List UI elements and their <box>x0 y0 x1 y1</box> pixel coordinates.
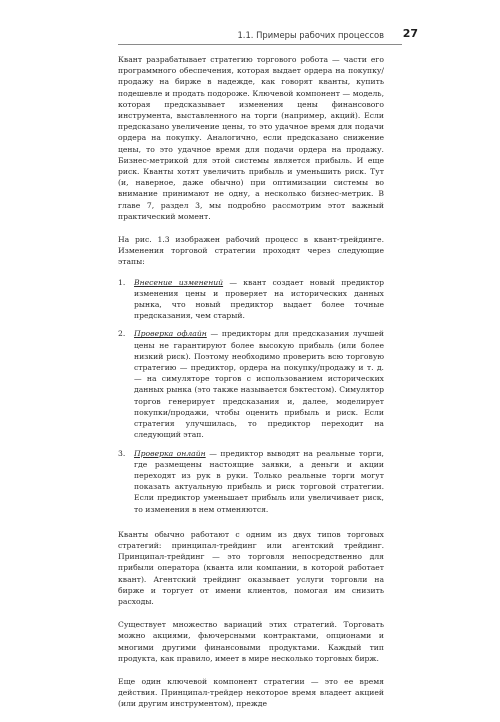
list-item-term: Проверка онлайн <box>134 448 206 458</box>
list-item-number: 2. <box>118 329 126 339</box>
list-item <box>118 328 384 440</box>
paragraph-workflow-intro: На рис. 1.3 изображен рабочий процесс в квант-трейдинге. Изменения торговой стратегии проходят через следующие этапы: <box>118 235 384 267</box>
paragraph-quant-strategy: Квант разрабатывает стратегию торгового робота — части его программного обеспечения, которая выдает ордера на покупку/продажу на бирже в надежде, как говорят кванты, купить подешевле и продать подороже. Ключевой компонент — модель, которая предсказывает изменения цены финансового инструмента, выставленного на торги (например, акций). Если предсказано увеличение цены, то это удачное время для подачи ордера на покупку. Аналогично, если предсказано снижение цены, то это удачное время для подачи ордера на продажу. Бизнес-метрикой для этой системы является прибыль. И еще риск. Кванты хотят увеличить прибыль и уменьшить риск. Тут (и, наверное, даже обычно) при оптимизации системы во внимание принимают не одну, а несколько бизнес-метрик. В главе 7, раздел 3, мы подробно рассмотрим этот важный практический момент. <box>118 55 384 221</box>
list-item-term: Проверка офлайн <box>134 329 207 339</box>
list-item-text: — квант создает новый предиктор изменения цены и проверяет на исторических данных рынка, что новый предиктор выдает более точные предсказания, чем старый. <box>134 277 385 321</box>
workflow-steps-list <box>118 277 384 515</box>
list-item-number: 3. <box>118 448 126 458</box>
list-item-text: — предиктор выводят на реальные торги, где размещены настоящие заявки, а деньги и акции переходят из рук в руки. Только реальные торги могут показать актуальную прибыль и риск торговой стратегии. Если предиктор уменьшает прибыль или увеличивает риск, то изменения в нем отменяются. <box>134 448 384 514</box>
paragraph-trading-types: Кванты обычно работают с одним из двух типов торговых стратегий: принципал-трейдинг или агентский трейдинг. Принципал-трейдинг — это торговля непосредственно для прибыли оператора (кванта или компании, в которой работает квант). Агентский трейдинг оказывает услуги торговли на бирже и торгует от имени клиентов, помогая им снизить расходы. <box>118 529 384 606</box>
page-number: 27 <box>402 27 418 40</box>
list-item <box>118 448 384 515</box>
paragraph-strategy-variations: Существует множество вариаций этих стратегий. Торговать можно акциями, фьючерсными контрактами, опционами и многими другими финансовыми продуктами. Каждый тип продукта, как правило, имеет в мире несколько торговых бирж. <box>118 620 384 663</box>
section-title: 1.1. Примеры рабочих процессов <box>237 30 384 40</box>
paragraph-time-of-action: Еще один ключевой компонент стратегии — это ее время действия. Принципал-трейдер некоторое время владеет акцией (или другим инструментом), прежде <box>118 676 384 709</box>
list-item-term: Внесение изменений <box>134 277 224 287</box>
running-header <box>118 27 418 45</box>
list-item-text: — предикторы для предсказания лучшей цены не гарантируют более высокую прибыль (или более низкий риск). Поэтому необходимо проверить всю торговую стратегию — предиктор, ордера на покупку/продажу и т. д. — на симуляторе торгов с использованием исторических данных рынка (это также называется бэктестом). Симулятор торгов генерирует предсказания и, далее, моделирует покупки/продажи, чтобы оценить прибыль и риск. Если стратегия улучшилась, то предиктор переходит на следующий этап. <box>134 329 384 440</box>
list-item-number: 1. <box>118 277 126 287</box>
page-body <box>118 54 384 722</box>
list-item <box>118 277 384 322</box>
